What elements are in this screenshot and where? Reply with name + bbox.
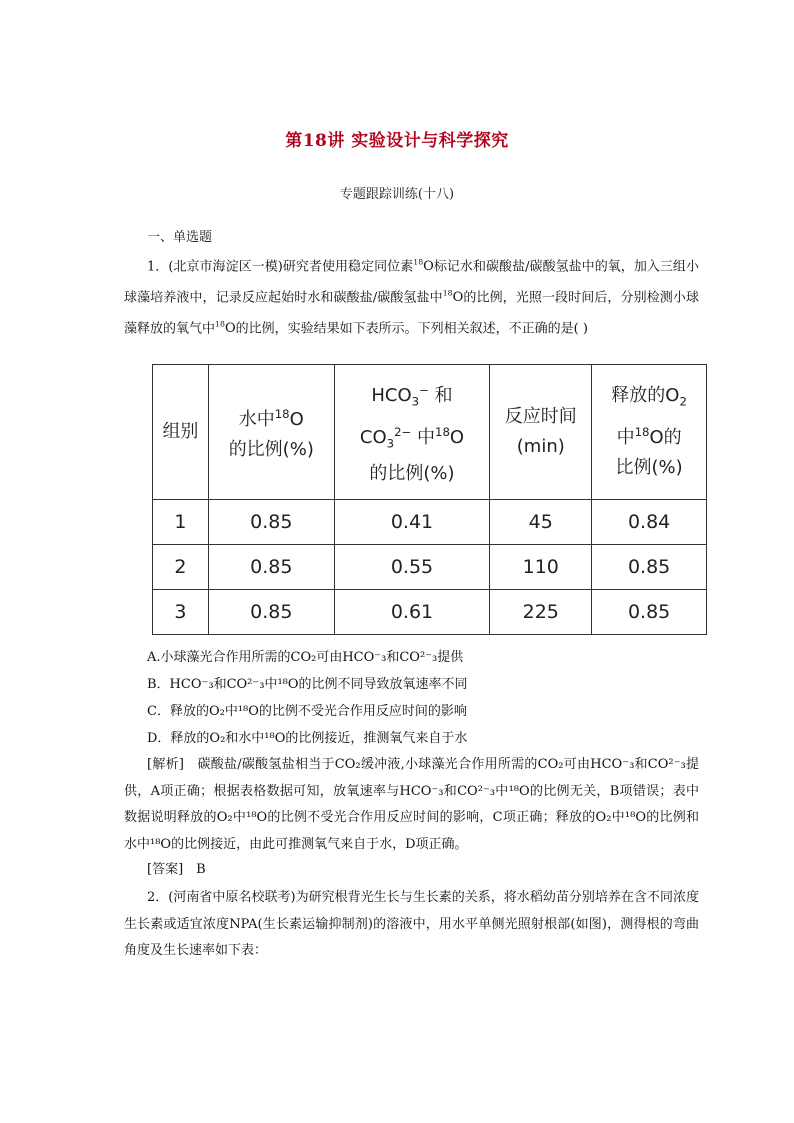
question-1: 1．(北京市海淀区一模)研究者使用稳定同位素$^{18}$O标记水和碳酸盐/碳酸氢盐中的氧，加入三组小球藻培养液中，记录反应起始时水和碳酸盐/碳酸氢盐中$^{18}$O的比例，光照一段时间后，分别检测小球藻释放的氧气中$^{18}$O的比例，实验结果如下表所示。下列相关叙述，不正确的是( ) bbox=[124, 258, 699, 336]
header-group: 组别 bbox=[153, 365, 209, 500]
cell-time: 110 bbox=[490, 545, 592, 590]
table-header-row bbox=[153, 365, 707, 500]
cell-oxygen: 0.84 bbox=[592, 500, 707, 545]
table-row bbox=[153, 545, 707, 590]
isotope-o18: $^{18}$O bbox=[215, 319, 236, 336]
cell-time: 225 bbox=[490, 590, 592, 635]
cell-time: 45 bbox=[490, 500, 592, 545]
header-time: 反应时间 (min) bbox=[490, 365, 592, 500]
cell-oxygen: 0.85 bbox=[592, 590, 707, 635]
option-b: B．HCO⁻₃和CO²⁻₃中¹⁸O的比例不同导致放氧速率不同 bbox=[147, 677, 468, 692]
answer-value: B bbox=[196, 862, 206, 877]
question-2-source: (河南省中原名校联考) bbox=[168, 890, 296, 905]
cell-carbonate: 0.55 bbox=[334, 545, 490, 590]
option-a: A.小球藻光合作用所需的CO₂可由HCO⁻₃和CO²⁻₃提供 bbox=[147, 650, 464, 665]
cell-group: 1 bbox=[153, 500, 209, 545]
cell-carbonate: 0.41 bbox=[334, 500, 490, 545]
header-carbonate: $HCO_3^-$ 和 $CO_3^{2-}$ 中$^{18}$O 的比例(%) bbox=[334, 365, 490, 500]
cell-water: 0.85 bbox=[208, 500, 334, 545]
analysis-label: [解析] bbox=[147, 757, 184, 772]
results-table bbox=[152, 364, 707, 635]
cell-group: 2 bbox=[153, 545, 209, 590]
cell-carbonate: 0.61 bbox=[334, 590, 490, 635]
answer bbox=[147, 858, 206, 877]
exercise-subtitle: 专题跟踪训练(十八) bbox=[339, 187, 455, 202]
analysis bbox=[124, 752, 699, 858]
isotope-o18: $^{18}$O bbox=[442, 288, 464, 306]
question-1-source: (北京市海淀区一模) bbox=[168, 259, 283, 275]
cell-oxygen: 0.85 bbox=[592, 545, 707, 590]
question-2 bbox=[124, 885, 699, 965]
option-d: D．释放的O₂和水中¹⁸O的比例接近，推测氧气来自于水 bbox=[147, 731, 468, 746]
analysis-text: 碳酸盐/碳酸氢盐相当于CO₂缓冲液,小球藻光合作用所需的CO₂可由HCO⁻₃和CO²⁻₃提供，A项正确；根据表格数据可知，放氧速率与HCO⁻₃和CO²⁻₃中¹⁸O的比例无关，B项错误；表中数据说明释放的O₂中¹⁸O的比例不受光合作用反应时间的影响，C项正确；释放的O₂中¹⁸O的比例和水中¹⁸O的比例接近，由此可推测氧气来自于水，D项正确。 bbox=[124, 757, 699, 852]
header-oxygen: 释放的$O_2$ 中$^{18}$O的 比例(%) bbox=[592, 365, 707, 500]
cell-water: 0.85 bbox=[208, 545, 334, 590]
table-row bbox=[153, 500, 707, 545]
question-2-text: 为研究根背光生长与生长素的关系，将水稻幼苗分别培养在含不同浓度生长素或适宜浓度NPA(生长素运输抑制剂)的溶液中，用水平单侧光照射根部(如图)，测得根的弯曲角度及生长速率如下表： bbox=[124, 890, 699, 958]
question-1-number: 1． bbox=[147, 259, 169, 275]
isotope-o18: $^{18}$O bbox=[413, 258, 434, 275]
option-c: C．释放的O₂中¹⁸O的比例不受光合作用反应时间的影响 bbox=[147, 704, 467, 719]
question-2-number: 2． bbox=[147, 890, 169, 905]
cell-water: 0.85 bbox=[208, 590, 334, 635]
answer-options bbox=[147, 644, 468, 752]
header-water: 水中$^{18}$O 的比例(%) bbox=[208, 365, 334, 500]
table-row bbox=[153, 590, 707, 635]
cell-group: 3 bbox=[153, 590, 209, 635]
chapter-title: 第18讲 实验设计与科学探究 bbox=[285, 131, 509, 151]
section-label: 一、单选题 bbox=[147, 230, 213, 245]
answer-label: [答案] bbox=[147, 862, 184, 877]
